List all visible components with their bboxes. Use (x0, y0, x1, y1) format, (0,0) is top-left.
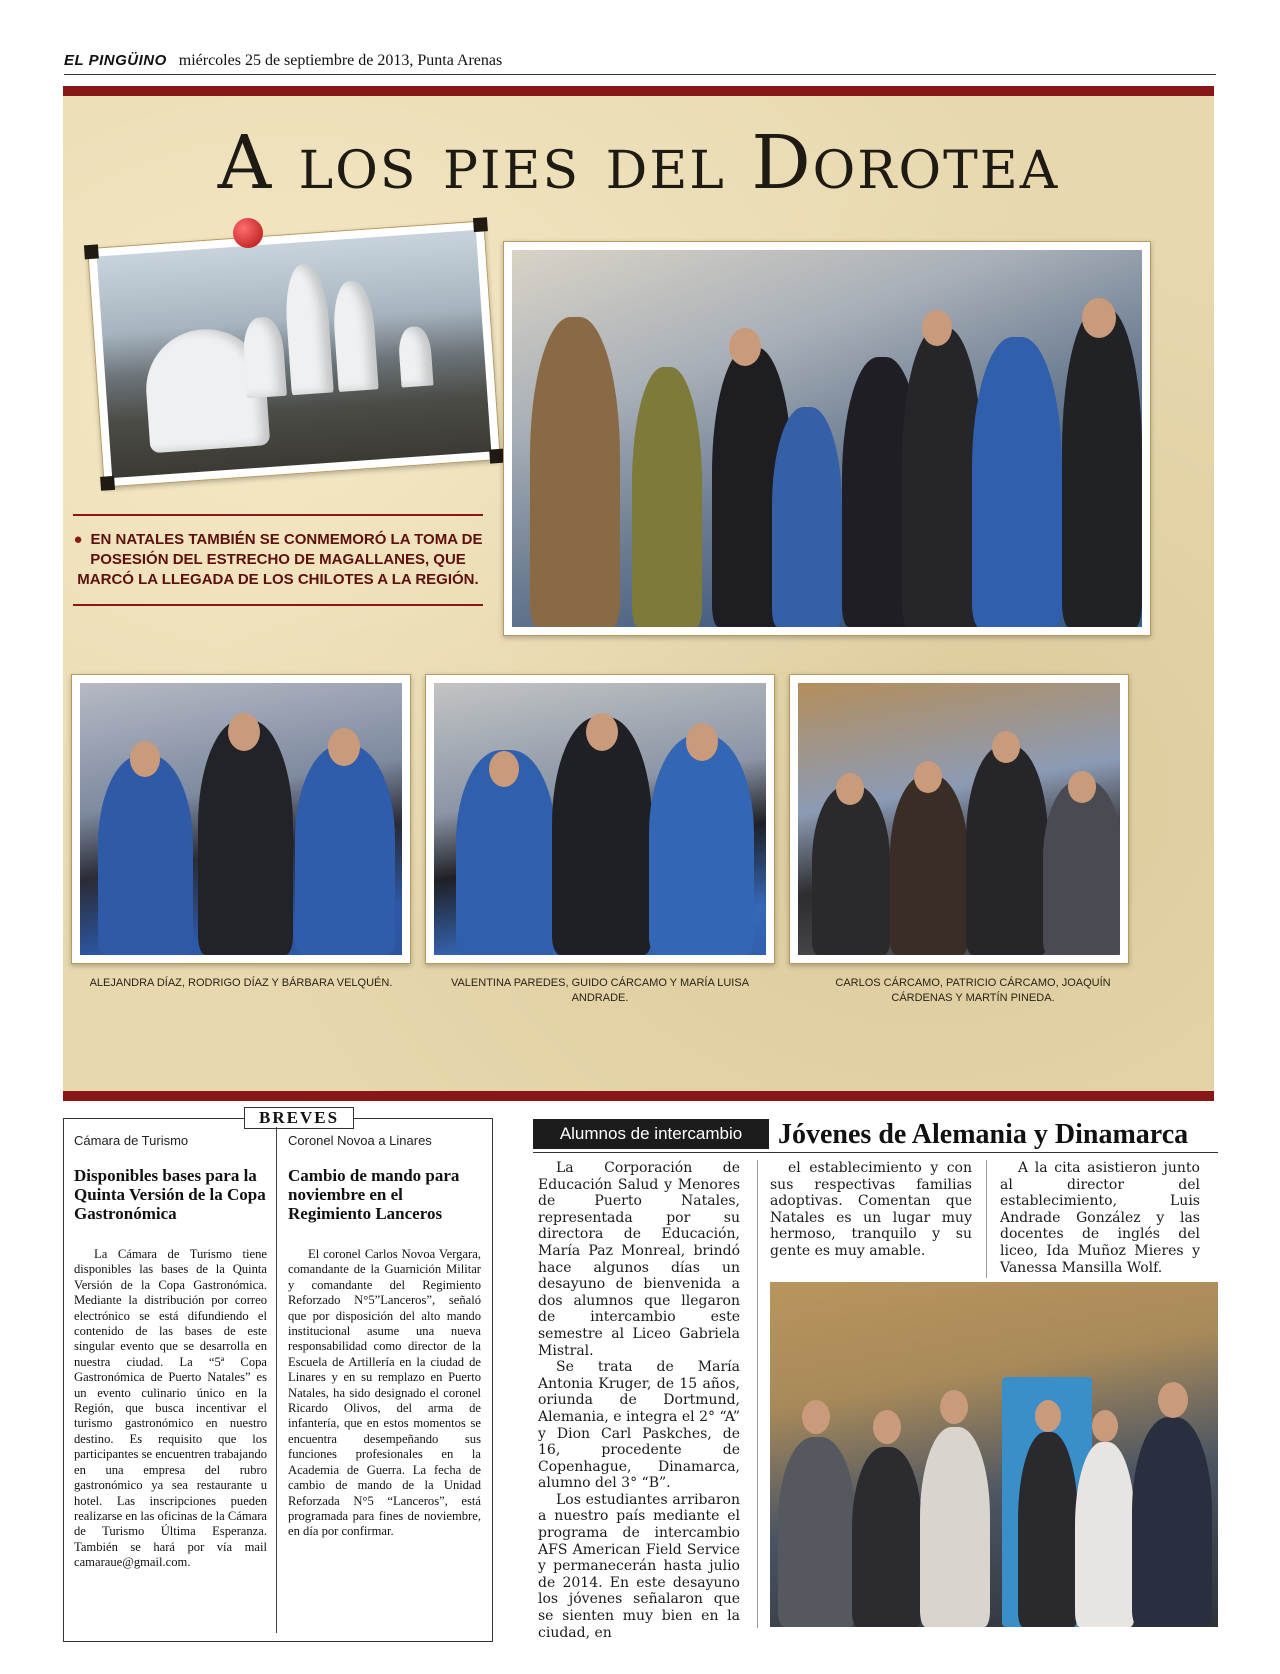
pushpin-icon (233, 218, 263, 248)
brief-regiment (288, 1133, 481, 1540)
brief-tourism (74, 1133, 267, 1571)
bullet-icon: ● (73, 531, 83, 548)
brief-body: La Cámara de Turismo tiene disponibles las bases de la Quinta Versión de la Copa Gastronómica. Mediante la distribución por correo electrónico se está difundiendo el contenido de las bases de este singular evento que se desarrolla en nuestra ciudad. La “5ª Copa Gastronómica de Puerto Natales” es un evento culinario único en la Región, que busca incentivar el turismo gastronómico en nuestro destino. Es requisito que los participantes se encuentren trabajando en una empresa del rubro gastronómico ya sea restaurante u hotel. Las inscripciones pueden realizarse en las oficinas de la Cámara de Turismo Última Esperanza. También se hará por vía mail camaraue@gmail.com. (74, 1247, 268, 1570)
feature-headline: A los pies del Dorotea (217, 120, 1060, 206)
exchange-column-1 (538, 1160, 740, 1641)
breves-box (63, 1108, 493, 1642)
exchange-column-3 (1000, 1160, 1200, 1276)
photo-boys (789, 674, 1129, 964)
exchange-rule (533, 1152, 1218, 1153)
feature-main-caption (73, 514, 483, 606)
photo-trio-1 (71, 674, 411, 964)
masthead (64, 52, 1216, 74)
exchange-paragraph: Se trata de María Antonia Kruger, de 15 años, oriunda de Dortmund, Alemania, e integra el 2° “A” y Dion Carl Paskches, de 16, procedente de Copenhague, Dinamarca, alumno del 3° “B”. (538, 1359, 740, 1492)
exchange-column-rule (986, 1160, 987, 1278)
feature-panel (63, 86, 1214, 1101)
caption-trio-1: ALEJANDRA DÍAZ, RODRIGO DÍAZ Y BÁRBARA VELQUÉN. (89, 977, 393, 989)
boys-image (798, 683, 1120, 955)
group-image (512, 250, 1142, 627)
trio-1-image (80, 683, 402, 955)
monument-image (97, 230, 492, 478)
brief-kicker: Cámara de Turismo (74, 1133, 189, 1148)
exchange-paragraph: La Corporación de Educación Salud y Menores de Puerto Natales, representada por su directora de Educación, María Paz Monreal, brindó hace algunos días un desayuno de bienvenida a dos alumnos que llegaron de intercambio este semestre al Liceo Gabriela Mistral. (538, 1160, 740, 1359)
photo-exchange (770, 1282, 1218, 1627)
feature-main-caption-text: EN NATALES TAMBIÉN SE CONMEMORÓ LA TOMA DE POSESIÓN DEL ESTRECHO DE MAGALLANES, QUE MARCÓ LA LLEGADA DE LOS CHILOTES A LA REGIÓN. (77, 531, 483, 588)
caption-trio-2: VALENTINA PAREDES, GUIDO CÁRCAMO Y MARÍA LUISA ANDRADE. (450, 977, 750, 1004)
dateline: miércoles 25 de septiembre de 2013, Punta Arenas (178, 52, 503, 69)
masthead-rule (64, 74, 1216, 75)
exchange-paragraph: A la cita asistieron junto al director del establecimiento, Luis Andrade González y las docentes de inglés del liceo, Ida Muñoz Mieres y Vanessa Mansilla Wolf. (1000, 1160, 1200, 1276)
breves-divider (276, 1127, 277, 1633)
exchange-title: Jóvenes de Alemania y Dinamarca (778, 1119, 1189, 1150)
breves-label: BREVES (244, 1107, 354, 1129)
photo-group (503, 241, 1151, 636)
brief-title: Cambio de mando para noviembre en el Regimiento Lanceros (288, 1166, 460, 1223)
exchange-paragraph: el establecimiento y con sus respectivas familias adoptivas. Comentan que Natales es un lugar muy hermoso, tranquilo y su gente es muy amable. (770, 1160, 972, 1259)
exchange-column-rule (757, 1160, 758, 1628)
exchange-paragraph: Los estudiantes arribaron a nuestro país mediante el programa de intercambio AFS American Field Service y permanecerán hasta julio de 2014. En este desayuno los jóvenes señalaron que se sienten muy bien en la ciudad, en (538, 1491, 740, 1641)
brief-title: Disponibles bases para la Quinta Versión de la Copa Gastronómica (74, 1166, 266, 1223)
brief-body: El coronel Carlos Novoa Vergara, comandante de la Guarnición Militar y comandante del Regimiento Reforzado N°5”Lanceros”, señaló que por disposición del alto mando institucional asume una nueva responsabilidad como director de la Escuela de Artillería en la ciudad de Linares y en su remplazo en Puerto Natales, ha sido designado el coronel Ricardo Olivos, del arma de infantería, que en estos momentos se encuentra desempeñando sus funciones profesionales en la Academia de Guerra. La fecha de cambio de mando de la Unidad Reforzada N°5 “Lanceros”, está programada para fines de noviembre, en día por confirmar. (288, 1247, 481, 1539)
exchange-image (770, 1282, 1218, 1627)
photo-trio-2 (425, 674, 775, 964)
caption-boys: CARLOS CÁRCAMO, PATRICIO CÁRCAMO, JOAQUÍN CÁRDENAS Y MARTÍN PINEDA. (835, 977, 1111, 1004)
exchange-column-2 (770, 1160, 972, 1260)
newspaper-logo: EL PINGÜINO (64, 52, 167, 69)
photo-monument (87, 220, 501, 487)
brief-kicker: Coronel Novoa a Linares (288, 1133, 432, 1148)
trio-2-image (434, 683, 766, 955)
exchange-section-tab: Alumnos de intercambio (533, 1119, 769, 1149)
